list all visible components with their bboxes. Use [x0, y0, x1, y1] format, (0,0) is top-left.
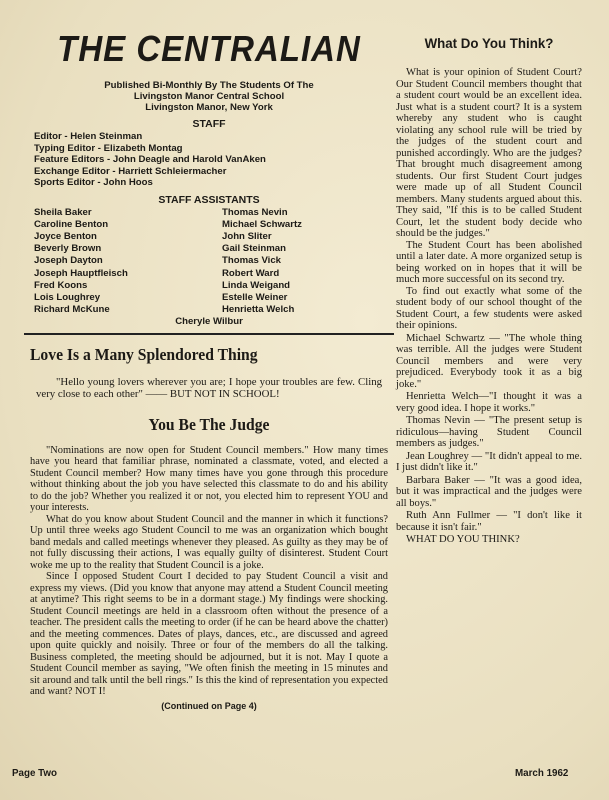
assistant-name: John Sliter: [222, 230, 272, 242]
page-number: Page Two: [12, 768, 57, 779]
section-divider: [24, 333, 394, 335]
assistant-name: Thomas Vick: [222, 255, 282, 267]
love-article-body: "Hello young lovers wherever you are; I hope your troubles are few. Cling very close to each other" —— BUT NOT IN SCHOOL!: [36, 376, 382, 400]
assistant-name: Michael Schwartz: [222, 218, 302, 230]
assistant-name: Richard McKune: [34, 304, 110, 316]
staff-sports-editor: Sports Editor - John Hoos: [34, 177, 153, 188]
judge-article-body: [30, 445, 388, 698]
assistant-name: Caroline Benton: [34, 218, 109, 230]
staff-exchange-editor: Exchange Editor - Harriett Schleiermacher: [34, 165, 227, 177]
judge-paragraph: Since I opposed Student Court I decided to pay Student Council a visit and express my views. (Did you know that anyone may attend a Student Council meeting at anytime? This right seems to be in a dormant stage.) My findings were shocking. Student Council meetings are held in a classroom often without the presence of a teacher. The president calls the meeting to order (if he can be heard above the chatter) and the meeting commences. Dates of plays, dances, etc., are discussed and agreed upon quite quickly and noisily. Three or four of the members do all the talking. Business completed, the meeting should be adjourned, but it is not. May I quote a Student Council member as saying, "We often finish the meeting in 15 minutes and sit around and talk until the bell rings." Is this the kind of representation you expected and want? NOT I!: [30, 571, 388, 698]
love-article-title: Love Is a Many Splendored Thing: [30, 345, 258, 365]
opinion-quote: Henrietta Welch—"I thought it was a very good idea. I hope it works.": [396, 391, 582, 414]
assistant-name: Joseph Dayton: [34, 255, 103, 267]
assistant-name: Estelle Weiner: [222, 291, 288, 303]
right-column: [396, 20, 582, 546]
assistant-name: Robert Ward: [222, 267, 280, 279]
assistant-name: Thomas Nevin: [222, 206, 288, 218]
assistant-name: Lois Loughrey: [34, 291, 101, 303]
judge-article-title: You Be The Judge: [148, 414, 270, 434]
school-name: Livingston Manor Central School: [133, 91, 285, 102]
assistant-name: Joseph Hauptfleisch: [34, 267, 128, 279]
assistants-heading: STAFF ASSISTANTS: [158, 193, 260, 206]
opinion-quote: Michael Schwartz — "The whole thing was terrible. All the judges were Student Council members and were very prejudiced. Everybody took it as a big joke.": [396, 332, 582, 390]
staff-feature-editors: Feature Editors - John Deagle and Harold VanAken: [34, 154, 266, 165]
assistant-name: Gail Steinman: [222, 243, 286, 255]
masthead-title: THE CENTRALIAN: [57, 28, 361, 69]
opinion-paragraph: What is your opinion of Student Court? Our Student Council members thought that a student court would be an excellent idea. Just what is a student court? It is a system whereby any student who is caught violating any school rule will be tried by the judges of the student court and punished accordingly. Who are the judges? That brought much disagreement among students. Our first Student Court judges were made up of all Student Council members. Many students argued about this. They said, "If this is to be called Student Court, let the student body decide who should be the judges.": [396, 67, 582, 239]
staff-heading: STAFF: [192, 118, 226, 130]
staff-typing-editor: Typing Editor - Elizabeth Montag: [34, 142, 183, 154]
assistant-name: Linda Weigand: [222, 279, 291, 291]
opinion-paragraph: The Student Court has been abolished until a later date. A more organized setup is being worked on in hopes that it will be much more successful on its second try.: [396, 239, 582, 285]
opinion-quote: Ruth Ann Fullmer — "I don't like it because it isn't fair.": [396, 510, 582, 533]
assistant-name: Sheila Baker: [34, 206, 92, 218]
judge-paragraph: What do you know about Student Council and the manner in which it functions? Up until three weeks ago Student Council to me was an organization which bought band medals and called meetings whenever they pleased. As guilty as they may be of not fully discussing their actions, I was equally guilty of disinterest. Student Court woke me up to the reality that Student Council is a joke.: [30, 513, 388, 571]
opinion-quote: Jean Loughrey — "It didn't appeal to me. I just didn't like it.": [396, 450, 582, 473]
assistants-list: [34, 207, 388, 317]
left-column: [30, 20, 388, 711]
continued-note: (Continued on Page 4): [161, 700, 257, 711]
assistant-name: Joyce Benton: [34, 230, 97, 242]
issue-date: March 1962: [515, 768, 569, 779]
opinion-article-title: What Do You Think?: [424, 35, 554, 51]
judge-paragraph: "Nominations are now open for Student Council members." How many times have you heard that familiar phrase, nominated a classmate, voted, and elected a Student Council member? How many times have you gone through this procedure without thinking about the job you have selected this classmate to do and his ability to do the job? Whether you realized it or not, you elected him to represent YOU and your interests.: [30, 444, 388, 514]
opinion-quote: Barbara Baker — "It was a good idea, but it was impractical and the judges were all boys.": [396, 474, 582, 509]
opinion-closing: WHAT DO YOU THINK?: [406, 534, 520, 545]
assistant-name-last: Cheryle Wilbur: [175, 316, 243, 328]
opinion-paragraph: To find out exactly what some of the student body of our school thought of the Student Court, a few students were asked their opinions.: [396, 285, 582, 331]
publication-line: Published Bi-Monthly By The Students Of The: [104, 80, 314, 91]
assistant-name: Beverly Brown: [34, 243, 102, 255]
assistant-name: Henrietta Welch: [222, 304, 295, 316]
school-location: Livingston Manor, New York: [145, 102, 273, 113]
staff-editor: Editor - Helen Steinman: [34, 131, 143, 142]
opinion-quote: Thomas Nevin — "The present setup is ridiculous—having Student Council members as judges.": [396, 415, 582, 449]
assistant-name: Fred Koons: [34, 279, 88, 291]
staff-list: [30, 131, 388, 189]
